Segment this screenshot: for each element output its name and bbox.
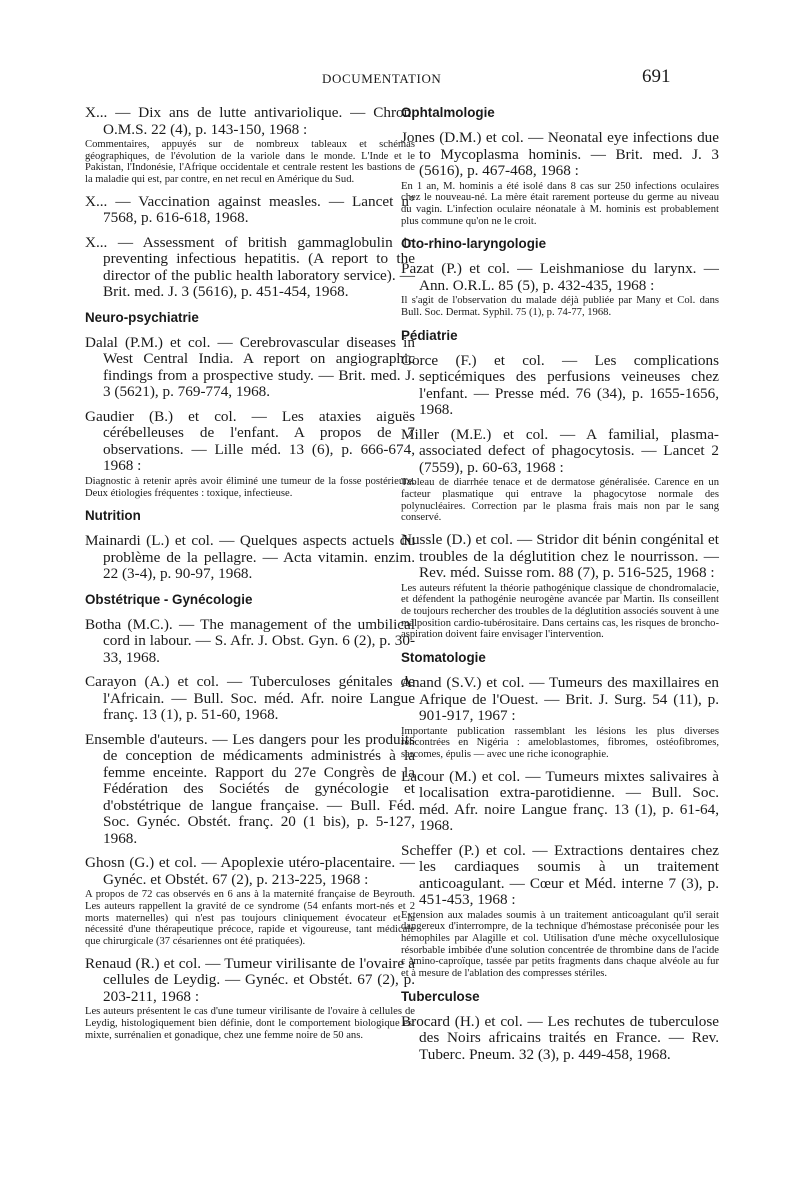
bibliography-entry xyxy=(401,675,719,761)
bibliography-entry xyxy=(401,843,719,980)
bibliography-entry xyxy=(401,427,719,524)
section-heading: Obstétrique - Gynécologie xyxy=(85,591,253,607)
section-heading: Nutrition xyxy=(85,508,141,524)
citation: Nussle (D.) et col. — Stridor dit bénin congénital et troubles de la déglutition chez le nourrisson. — Rev. méd. Suisse rom. 88 (7), p. 516-525, 1968 : xyxy=(401,531,719,582)
right-column xyxy=(401,105,719,1071)
citation: Botha (M.C.). — The management of the umbilical cord in labour. — S. Afr. J. Obst. Gyn. 6 (2), p. 30-33, 1968. xyxy=(85,615,415,666)
bibliography-entry xyxy=(401,130,719,227)
section-heading: Pédiatrie xyxy=(401,327,458,343)
left-column xyxy=(85,105,415,1049)
citation: Dalal (P.M.) et col. — Cerebrovascular diseases in West Central India. A report on angiographic findings from a prospective study. — Brit. med. J. 3 (5621), p. 769-774, 1968. xyxy=(85,333,415,401)
citation: Lacour (M.) et col. — Tumeurs mixtes salivaires à localisation extra-parotidienne. — Bull. Soc. méd. Afr. noire Langue franç. 13 (1), p. 61-64, 1968. xyxy=(401,767,719,835)
citation: Gaudier (B.) et col. — Les ataxies aiguës cérébelleuses de l'enfant. A propos de 7 observations. — Lille méd. 13 (6), p. 666-674, 1968 : xyxy=(85,407,415,475)
bibliography-entry xyxy=(85,235,415,301)
citation: Renaud (R.) et col. — Tumeur virilisante de l'ovaire à cellules de Leydig. — Gynéc. et Obstét. 67 (2), p. 203-211, 1968 : xyxy=(85,954,415,1005)
bibliography-entry xyxy=(85,105,415,186)
citation: Anand (S.V.) et col. — Tumeurs des maxillaires en Afrique de l'Ouest. — Brit. J. Surg. 54 (11), p. 901-917, 1967 : xyxy=(401,674,719,725)
bibliography-entry xyxy=(85,617,415,667)
page-number: 691 xyxy=(642,66,671,87)
bibliography-entry xyxy=(401,532,719,641)
bibliography-entry xyxy=(85,855,415,948)
citation: Pazat (P.) et col. — Leishmaniose du larynx. — Ann. O.R.L. 85 (5), p. 432-435, 1968 : xyxy=(401,260,719,294)
abstract: Commentaires, appuyés sur de nombreux tableaux et schémas géographiques, de l'évolution de la variole dans le monde. L'Inde et le Pakistan, l'Indonésie, l'Afrique occidentale et centrale restent les bastions de la maladie qui est, par contre, en net recul en Amérique du Sud. xyxy=(85,139,415,186)
bibliography-entry xyxy=(85,194,415,227)
citation: Miller (M.E.) et col. — A familial, plasma-associated defect of phagocytosis. — Lancet 2 (7559), p. 60-63, 1968 : xyxy=(401,425,719,476)
citation: X... — Assessment of british gammaglobulin in preventing infectious hepatitis. (A report to the director of the public health laboratory service). — Brit. med. J. 3 (5616), p. 451-454, 1968. xyxy=(85,233,415,301)
bibliography-entry xyxy=(401,1014,719,1064)
bibliography-entry xyxy=(85,335,415,401)
bibliography-entry xyxy=(401,769,719,835)
section-heading: Ophtalmologie xyxy=(401,105,495,120)
bibliography-entry xyxy=(85,732,415,848)
abstract: A propos de 72 cas observés en 6 ans à la maternité française de Beyrouth. Les auteurs rappellent la gravité de ce syndrome (54 enfants mort-nés et 2 morts maternelles) qui n'est pas toujours cliniquement évocateur et la nécessité d'une thérapeutique précoce, rapide et vigoureuse, tant médicale que chirurgicale (37 césariennes ont été pratiquées). xyxy=(85,889,415,948)
bibliography-entry xyxy=(85,956,415,1042)
citation: Mainardi (L.) et col. — Quelques aspects actuels du problème de la pellagre. — Acta vitamin. enzim. 22 (3-4), p. 90-97, 1968. xyxy=(85,532,415,583)
citation: Scheffer (P.) et col. — Extractions dentaires chez les cardiaques soumis à un traitement anticoagulant. — Cœur et Méd. interne 7 (3), p. 451-453, 1968 : xyxy=(401,841,719,909)
citation: X... — Dix ans de lutte antivariolique. — Chron. O.M.S. 22 (4), p. 143-150, 1968 : xyxy=(85,104,415,138)
section-heading: Oto-rhino-laryngologie xyxy=(401,236,547,252)
citation: Brocard (H.) et col. — Les rechutes de tuberculose des Noirs africains traités en France. — Rev. Tuberc. Pneum. 32 (3), p. 449-458, 1968. xyxy=(401,1012,719,1063)
abstract: Importante publication rassemblant les lésions les plus diverses rencontrées en Nigéria : ameloblastomes, fibromes, ostéofibromes, sarcomes, épulis — avec une riche iconographie. xyxy=(401,725,719,760)
citation: X... — Vaccination against measles. — Lancet n° 7568, p. 616-618, 1968. xyxy=(85,192,415,227)
citation: Carayon (A.) et col. — Tuberculoses génitales de l'Africain. — Bull. Soc. méd. Afr. noire Langue franç. 13 (1), p. 51-60, 1968. xyxy=(85,673,415,724)
citation: Ghosn (G.) et col. — Apoplexie utéro-placentaire. — Gynéc. et Obstét. 67 (2), p. 213-225, 1968 : xyxy=(85,854,415,888)
abstract: Diagnostic à retenir après avoir éliminé une tumeur de la fosse postérieure. Deux étiologies fréquentes : toxique, infectieuse. xyxy=(85,475,415,499)
bibliography-entry xyxy=(85,533,415,583)
bibliography-entry xyxy=(85,674,415,724)
running-title: DOCUMENTATION xyxy=(322,71,442,86)
abstract: Extension aux malades soumis à un traitement anticoagulant qu'il serait dangereux d'interrompre, de la technique d'hémostase préconisée pour les hémophiles par Alagille et col. Utilisation d'une mèche oxycellulosique résorbable imbibée d'une solution concentrée de thrombine dans de l'acide ε amino-caproïque, tassée par petits fragments dans chaque alvéole au fur et à mesure de l'ablation des compresses stériles. xyxy=(401,909,719,980)
bibliography-entry xyxy=(401,261,719,318)
abstract: Il s'agit de l'observation du malade déjà publiée par Many et Col. dans Bull. Soc. Dermat. Syphil. 75 (1), p. 74-77, 1968. xyxy=(401,295,719,319)
abstract: Les auteurs présentent le cas d'une tumeur virilisante de l'ovaire à cellules de Leydig, histologiquement bien définie, dont le comportement biologique est mixte, surrénalien et gonadique, chez une femme noire de 50 ans. xyxy=(85,1006,415,1041)
citation: Gorce (F.) et col. — Les complications septicémiques des perfusions veineuses chez l'enfant. — Presse méd. 76 (34), p. 1655-1656, 1968. xyxy=(401,351,719,419)
abstract: Les auteurs réfutent la théorie pathogénique classique de chondromalacie, et défendent la pathogénie neurogène avancée par Martin. Ils conseillent de toujours rechercher des troubles de la déglutition associés souvent à une malposition cardio-tubérositaire. Dans certains cas, les risques de broncho-aspiration doivent faire envisager l'intervention. xyxy=(401,582,720,641)
bibliography-entry xyxy=(85,409,415,499)
section-heading: Tuberculose xyxy=(401,988,480,1004)
citation: Ensemble d'auteurs. — Les dangers pour les produits de conception de médicaments administrés à la femme enceinte. Rapport du 27e Congrès de la Fédération des Sociétés de gynécologie et d'obstétrique de langue française. — Bull. Féd. Soc. Gynéc. Obstét. franç. 20 (1 bis), p. 5-127, 1968. xyxy=(85,730,415,847)
page-header xyxy=(0,66,800,90)
section-heading: Stomatologie xyxy=(401,650,486,666)
section-heading: Neuro-psychiatrie xyxy=(85,309,199,325)
abstract: Tableau de diarrhée tenace et de dermatose généralisée. Carence en un facteur plasmatique qui entrave la phagocytose normale des polynucléaires. Correction par le plasma frais mais non par le sang conservé. xyxy=(401,477,719,524)
bibliography-entry xyxy=(401,353,719,419)
abstract: En 1 an, M. hominis a été isolé dans 8 cas sur 250 infections oculaires chez le nouveau-né. La mère était rarement porteuse du germe au niveau du vagin. L'infection oculaire néonatale à M. hominis est probablement plus commune qu'on ne le croit. xyxy=(401,180,719,227)
citation: Jones (D.M.) et col. — Neonatal eye infections due to Mycoplasma hominis. — Brit. med. J. 3 (5616), p. 467-468, 1968 : xyxy=(401,129,719,179)
